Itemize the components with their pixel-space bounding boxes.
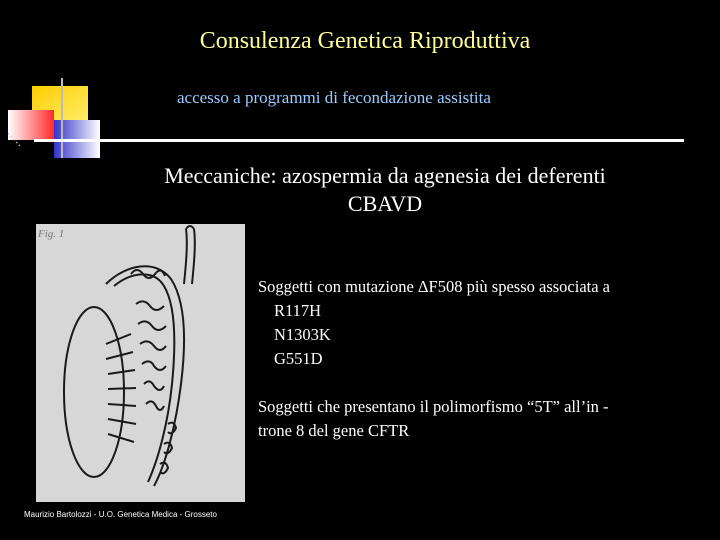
decorative-squares: [0, 78, 110, 158]
mutation-item: G551D: [274, 349, 323, 368]
divider: [34, 139, 684, 142]
slide-title: Consulenza Genetica Riproduttiva: [199, 28, 531, 54]
polymorphism-line-1: Soggetti che presentano il polimorfismo “5T” all’in -: [258, 397, 609, 416]
figure-label: Fig. 1: [38, 228, 65, 240]
slide-subtitle: accesso a programmi di fecondazione assistita: [177, 88, 491, 107]
mutation-item: N1303K: [274, 325, 331, 344]
polymorphism-paragraph: [258, 395, 698, 443]
heading-line-2: CBAVD: [347, 191, 423, 216]
mutation-item: R117H: [274, 301, 322, 320]
footer-credit: Maurizio Bartolozzi - U.O. Genetica Medica - Grosseto: [24, 510, 217, 519]
testis-epididymis-drawing: [36, 224, 245, 502]
section-heading: [90, 162, 680, 218]
mutations-paragraph: [258, 275, 610, 371]
mutations-lead: Soggetti con mutazione ΔF508 più spesso associata a: [258, 277, 611, 296]
polymorphism-line-2: trone 8 del gene CFTR: [258, 421, 410, 440]
anatomy-figure: [36, 224, 245, 502]
heading-line-1: Meccaniche: azospermia da agenesia dei deferenti: [164, 163, 606, 188]
